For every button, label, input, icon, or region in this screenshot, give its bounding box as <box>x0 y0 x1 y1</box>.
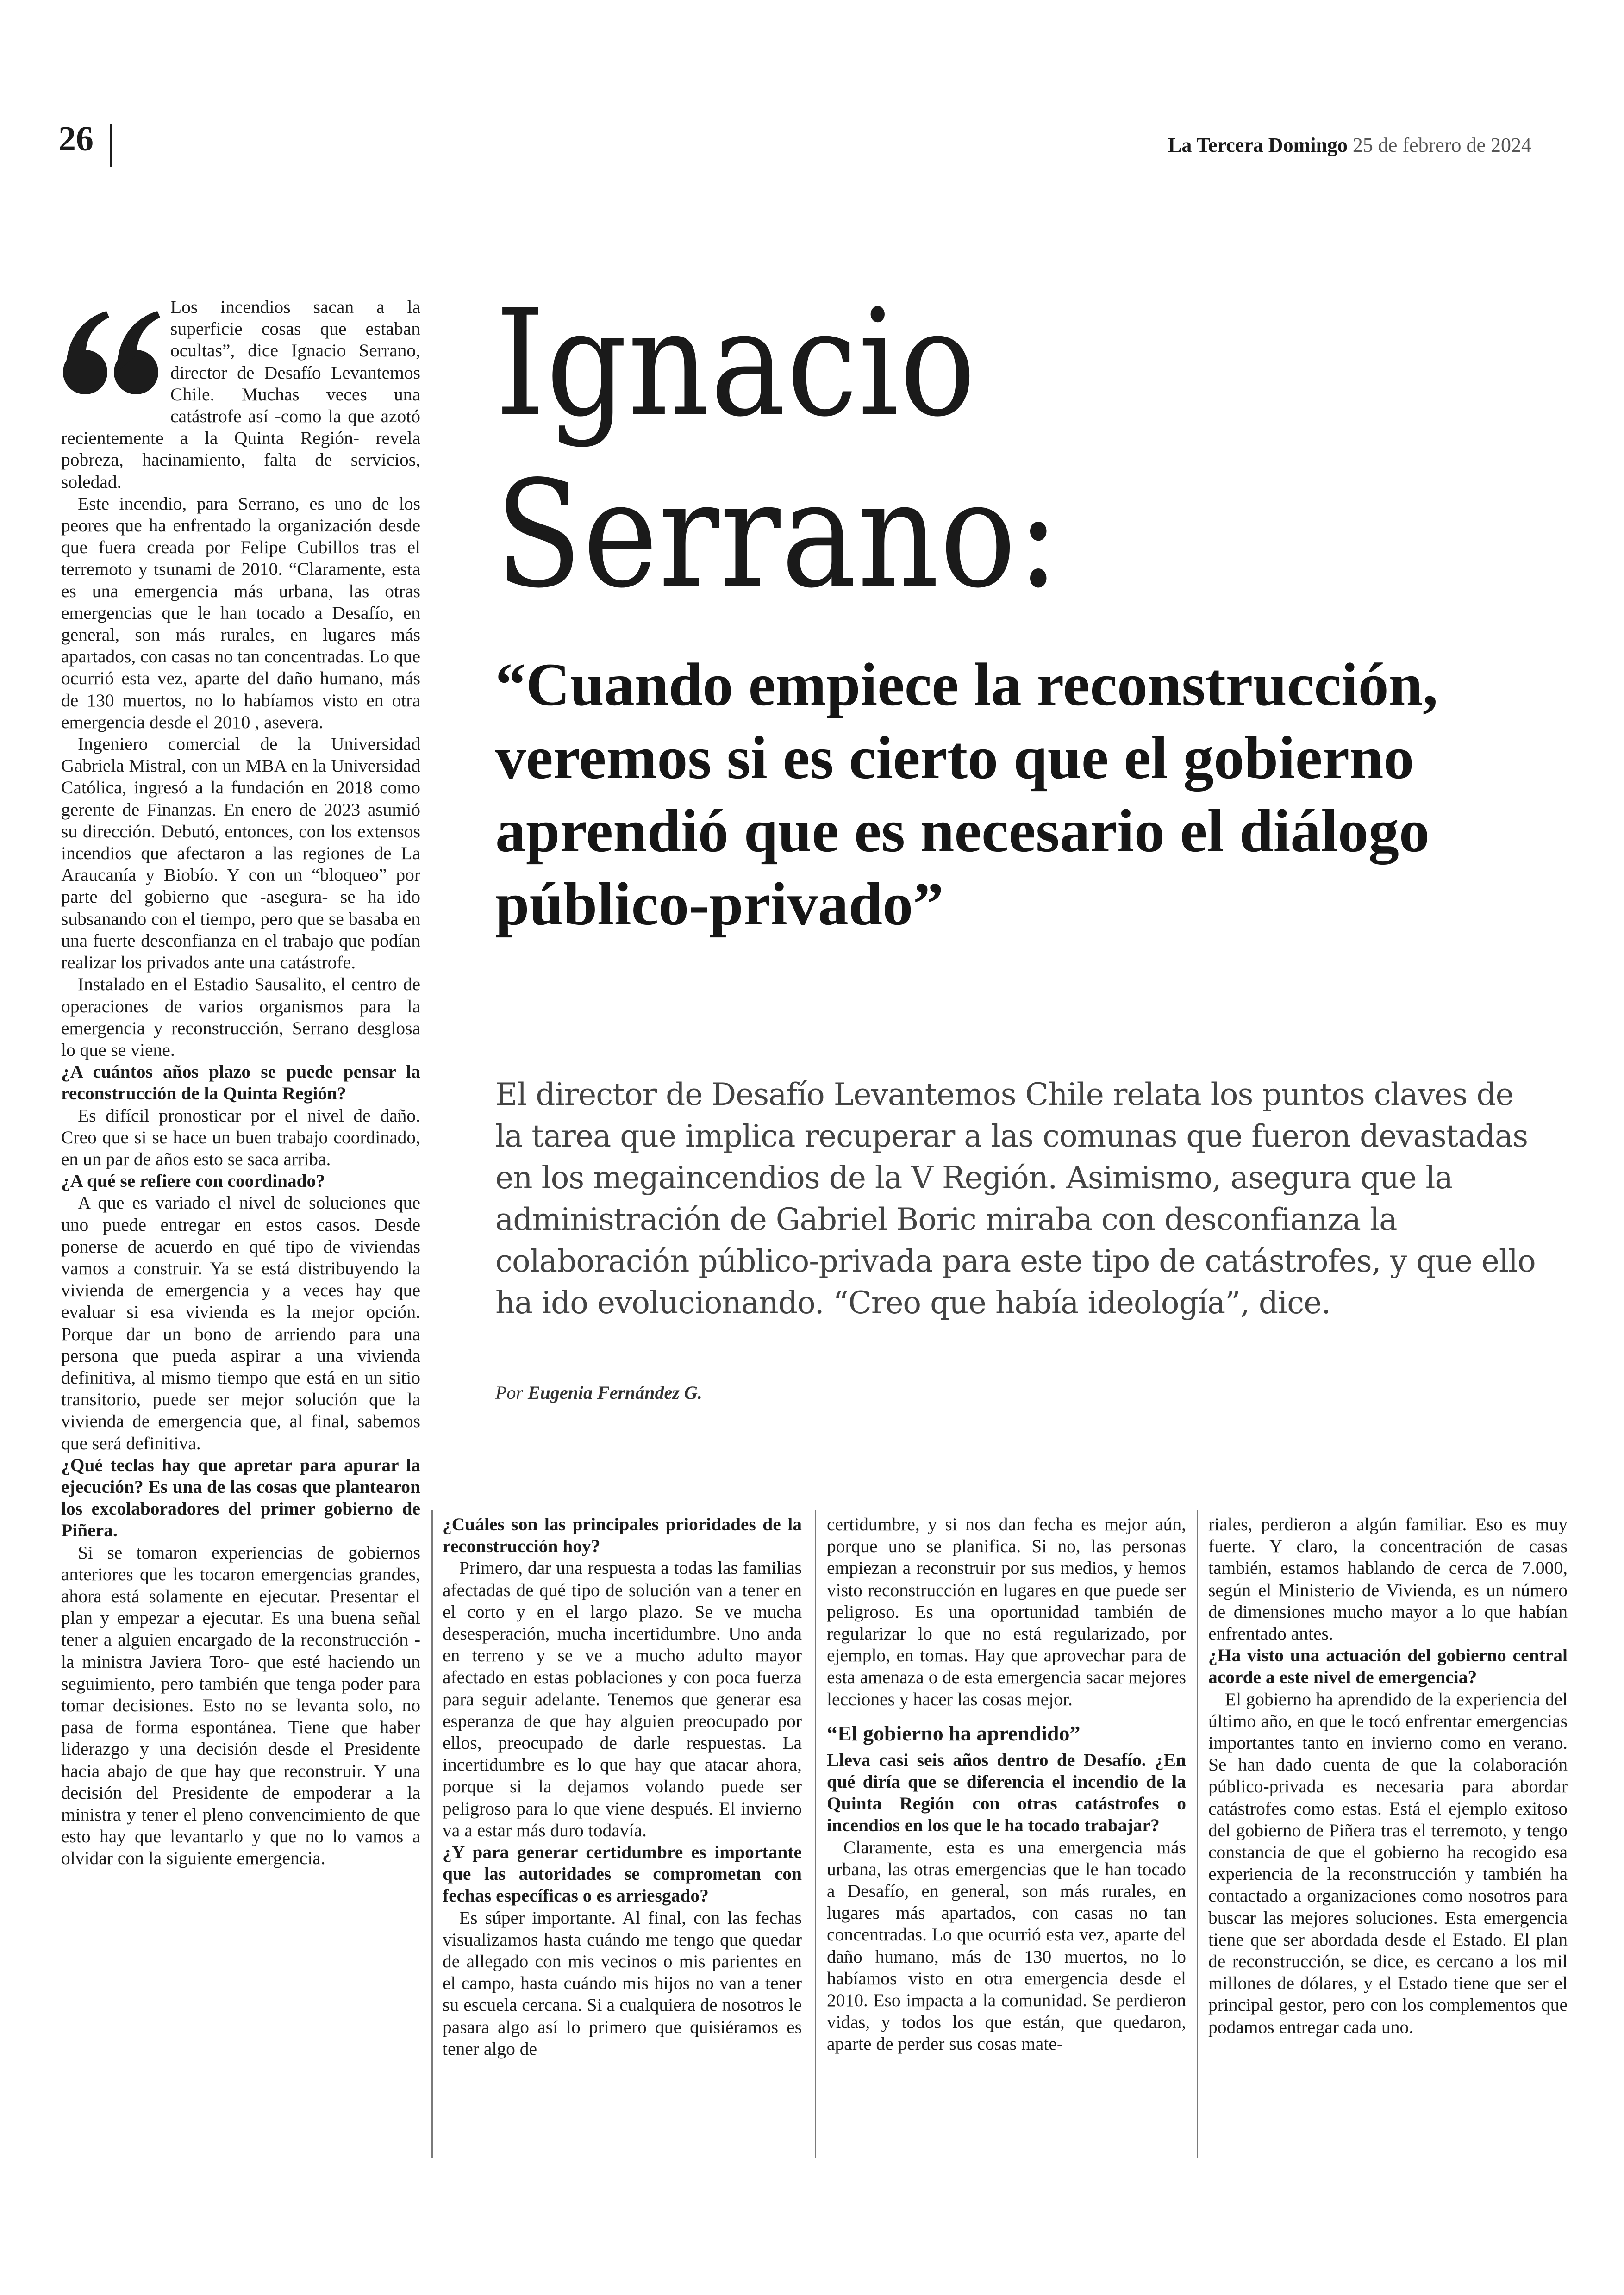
publication-name: La Tercera Domingo <box>1168 134 1348 156</box>
interview-question: ¿A cuántos años plazo se puede pensar la reconstrucción de la Quinta Región? <box>61 1061 420 1104</box>
interview-question: ¿A qué se refiere con coordinado? <box>61 1171 325 1191</box>
byline-author: Eugenia Fernández G. <box>528 1382 702 1403</box>
byline <box>495 1382 702 1403</box>
headline <box>495 278 1395 620</box>
subheadline-quote: “Cuando empiece la reconstrucción, veremos si es cierto que el gobierno aprendió que es necesario el diálogo público-privado” <box>495 650 1438 938</box>
paragraph: Este incendio, para Serrano, es uno de los peores que ha enfrentado la organización desde que fuera creada por Felipe Cubillos tras el terremoto y tsunami de 2010. “Claramente, esta es una emergencia más urbana, las otras emergencias que le han tocado a Desafío, en general, son más rurales, en lugares más apartados, con casas no tan concentradas. Lo que ocurrió esta vez, aparte del daño humano, más de 130 muertos, no lo habíamos visto en otra emergencia desde el 2010 , asevera. <box>61 493 420 732</box>
paragraph: Es súper importante. Al final, con las fechas visualizamos hasta cuándo me tengo que quedar de allegado con mis vecinos o mis parientes en el campo, hasta cuándo mis hijos no van a tener su escuela cercana. Si a cualquiera de nosotros le pasara algo así lo primero que quisiéramos es tener algo de <box>443 1907 802 2059</box>
paragraph: Claramente, esta es una emergencia más urbana, las otras emergencias que le han tocado a Desafío, en general, son más rurales, en lugares más apartados, con casas no tan concentradas. Lo que ocurrió esta vez, aparte del daño humano, más de 130 muertos, no lo habíamos visto en otra emergencia desde el 2010. Eso impacta a la comunidad. Se perdieron vidas, y todos los que están, que quedaron, aparte de perder sus cosas mate- <box>827 1837 1186 2054</box>
headline-line-2: Serrano: <box>495 449 1061 620</box>
article-column-4 <box>1208 1514 1568 2038</box>
column-divider <box>431 1510 433 2158</box>
paragraph: Si se tomaron experiencias de gobiernos anteriores que les tocaron emergencias grandes, ahora está solamente en ejecutar. Presentar el plan y empezar a ejecutar. Es una buena señal tener a alguien encargado de la reconstrucción -la ministra Javiera Toro- que esté haciendo un seguimiento, pero también que tenga poder para tomar decisiones. Esto no se levanta solo, no pasa de forma espontánea. Tiene que haber liderazgo y una decisión desde el Presidente hacia abajo de que hay que reconstruir. Y una decisión del Presidente de empoderar a la ministra y tener el pleno convencimiento de que esto hay que levantarlo y que no lo vamos a olvidar con la siguiente emergencia. <box>61 1542 420 1869</box>
publication-date: 25 de febrero de 2024 <box>1352 134 1531 156</box>
column-divider <box>815 1510 816 2158</box>
column-1-body <box>61 296 420 1870</box>
paragraph: Es difícil pronosticar por el nivel de daño. Creo que si se hace un buen trabajo coordinado, en un par de años esto se saca arriba. <box>61 1105 420 1169</box>
interview-question: Lleva casi seis años dentro de Desafío. ¿En qué diría que se diferencia el incendio de la Quinta Región con otras catástrofes o incendios en los que le ha tocado trabajar? <box>827 1749 1186 1836</box>
article-deck: El director de Desafío Levantemos Chile relata los puntos claves de la tarea que implica recuperar a las comunas que fueron devastadas en los megaincendios de la V Región. Asimismo, asegura que la administración de Gabriel Boric miraba con desconfianza la colaboración público-privada para este tipo de catástrofes, y que ello ha ido evolucionando. “Creo que había ideología”, dice. <box>495 1077 1536 1321</box>
section-subtitle: “El gobierno ha aprendido” <box>827 1721 1081 1745</box>
article-column-2 <box>443 1514 802 2060</box>
paragraph: A que es variado el nivel de soluciones que uno puede entregar en estos casos. Desde ponerse de acuerdo en qué tipo de viviendas vamos a construir. Ya se está distribuyendo la vivienda de emergencia y a veces hay que evaluar si esa vivienda es la mejor opción. Porque dar un bono de arriendo para una persona que pueda aspirar a una vivienda definitiva, al mismo tiempo que está en un sitio transitorio, puede ser mejor solución que la vivienda de emergencia que, al final, sabemos que será definitiva. <box>61 1192 420 1453</box>
column-divider <box>1197 1510 1198 2158</box>
paragraph: El gobierno ha aprendido de la experiencia del último año, en que le tocó enfrentar emergencias importantes tanto en invierno como en verano. Se han dado cuenta de que la colaboración público-privada es necesaria para abordar catástrofes como estas. Está el ejemplo exitoso del gobierno de Piñera tras el terremoto, y tengo constancia de que el gobierno ha recogido esa experiencia de la reconstrucción y también ha contactado a organizaciones como nosotros para buscar las mejores soluciones. Esta emergencia tiene que ser abordada desde el Estado. El plan de reconstrucción, se dice, es cercano a los mil millones de dólares, y el Estado tiene que ser el principal gestor, pero con los complementos que podamos entregar cada uno. <box>1208 1689 1568 2037</box>
paragraph: riales, perdieron a algún familiar. Eso es muy fuerte. Y claro, la concentración de casas también, estamos hablando de cerca de 7.000, según el Ministerio de Vivienda, es un número de dimensiones mucho mayor a lo que habían enfrentado antes. <box>1208 1514 1568 1644</box>
interview-question: ¿Qué teclas hay que apretar para apurar la ejecución? Es una de las cosas que plantearon los excolaboradores del primer gobierno de Piñera. <box>61 1454 420 1541</box>
opening-quote-icon <box>58 303 165 409</box>
byline-label: Por <box>495 1382 523 1403</box>
interview-question: ¿Cuáles son las principales prioridades de la reconstrucción hoy? <box>443 1514 802 1557</box>
interview-question: ¿Ha visto una actuación del gobierno central acorde a este nivel de emergencia? <box>1208 1645 1568 1688</box>
paragraph: certidumbre, y si nos dan fecha es mejor aún, porque uno se planifica. Si no, las personas empiezan a reconstruir por sus medios, y hemos visto reconstrucción en lugares en que puede ser peligroso. Es una oportunidad también de regularizar lo que no está regularizado, por ejemplo, en tomas. Hay que aprovechar para de esta amenaza o de esta emergencia sacar mejores lecciones y hacer las cosas mejor. <box>827 1514 1186 1709</box>
article-column-3 <box>827 1514 1186 2055</box>
interview-question: ¿Y para generar certidumbre es importante que las autoridades se comprometan con fechas específicas o es arriesgado? <box>443 1842 802 1906</box>
headline-line-1: Ignacio <box>495 278 977 449</box>
page-number: 26 <box>58 119 94 158</box>
lead-paragraph: Los incendios sacan a la superficie cosas que estaban ocultas”, dice Ignacio Serrano, director de Desafío Levantemos Chile. Muchas veces una catástrofe así -como la que azotó recientemente a la Quinta Región- revela pobreza, hacinamiento, falta de servicios, soledad. <box>61 297 420 492</box>
folio <box>1168 135 1531 156</box>
article-column-1 <box>61 296 420 1870</box>
paragraph: Instalado en el Estadio Sausalito, el centro de operaciones de varios organismos para la emergencia y reconstrucción, Serrano desglosa lo que se viene. <box>61 974 420 1060</box>
paragraph: Primero, dar una respuesta a todas las familias afectadas de qué tipo de solución van a tener en el corto y en el largo plazo. Se ve mucha desesperación, mucha incertidumbre. Uno anda en terreno y se ve a mucho adulto mayor afectado en estas poblaciones y con poca fuerza para seguir adelante. Tenemos que generar esa esperanza de que hay alguien preocupado por ellos, preocupado de darle respuestas. La incertidumbre es lo que hay que atacar ahora, porque si la dejamos volando puede ser peligroso para lo que viene después. El invierno va a estar más duro todavía. <box>443 1558 802 1840</box>
paragraph: Ingeniero comercial de la Universidad Gabriela Mistral, con un MBA en la Universidad Católica, ingresó a la fundación en 2018 como gerente de Finanzas. En enero de 2023 asumió su dirección. Debutó, entonces, con los extensos incendios que afectaron a las regiones de La Araucanía y Biobío. Y con un “bloqueo” por parte del gobierno que -asegura- se ha ido subsanando con el tiempo, pero que se basaba en una fuerte desconfianza en el trabajo que podían realizar los privados ante una catástrofe. <box>61 734 420 973</box>
page-number-divider <box>110 124 112 167</box>
